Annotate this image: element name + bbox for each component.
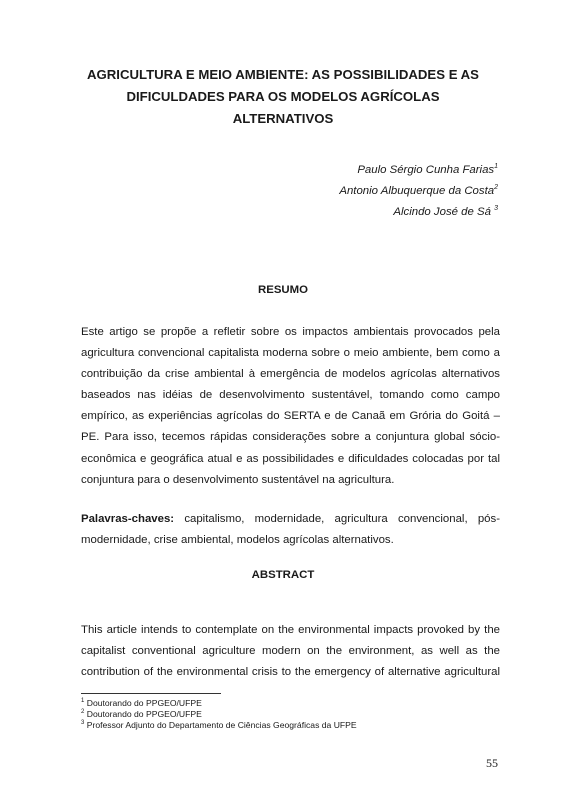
abstract-heading: ABSTRACT	[251, 569, 315, 581]
text-line: contribution of the environmental crisis to the emergency of alternative agricultural	[81, 666, 500, 679]
keywords-label: Palavras-chaves:	[81, 513, 175, 525]
footnote-mark: 2	[494, 184, 498, 192]
title-line: DIFICULDADES PARA OS MODELOS AGRÍCOLAS	[126, 89, 440, 104]
title-line: AGRICULTURA E MEIO AMBIENTE: AS POSSIBILIDADES E AS	[87, 67, 479, 82]
text-line: baseados nas idéias de desenvolvimento sustentável, tomando como campo	[81, 389, 500, 402]
text-line: agricultura convencional capitalista moderna sobre o meio ambiente, bem como a	[81, 347, 500, 360]
footnote-mark: 1	[494, 163, 498, 171]
text-line: This article intends to contemplate on the environmental impacts provoked by the	[81, 624, 500, 636]
text-line: capitalist conventional agriculture modern on the environment, as well as the	[81, 645, 500, 658]
page-number: 55	[486, 756, 498, 770]
resumo-heading: RESUMO	[258, 284, 308, 296]
text-line: contribuição da crise ambiental à emergência de modelos agrícolas alternativos	[81, 368, 500, 381]
text-line: conjuntura para o desenvolvimento sustentável na agricultura.	[81, 473, 395, 486]
footnotes	[81, 698, 357, 731]
keywords-line: modernidade, crise ambiental, modelos agrícolas alternativos.	[81, 534, 394, 547]
abstract-paragraph	[81, 620, 500, 683]
keywords-line: Palavras-chaves: capitalismo, modernidade, agricultura convencional, pós-	[81, 513, 500, 525]
author-3: Alcindo José de Sá $^3$	[393, 205, 498, 218]
resumo-paragraph	[81, 322, 500, 491]
keywords-paragraph	[81, 509, 500, 551]
article-title	[60, 64, 506, 130]
text-line: empírico, as experiências agrícolas do SERTA e de Canaã em Grória do Goitá –	[81, 410, 500, 423]
author-list	[339, 160, 498, 223]
title-line: ALTERNATIVOS	[232, 111, 334, 126]
footnote-mark: 3	[494, 205, 498, 213]
footnote-2: $^2$ Doutorando do PPGEO/UFPE	[81, 709, 202, 719]
footnote-divider	[81, 693, 221, 694]
author-2: Antonio Albuquerque da Costa$^2$	[339, 184, 498, 197]
footnote-1: $^1$ Doutorando do PPGEO/UFPE	[81, 698, 202, 708]
footnote-3: $^3$ Professor Adjunto do Departamento de Ciências Geográficas da UFPE	[81, 720, 357, 730]
text-line: econômica e geográfica atual e as possibilidades e dificuldades colocadas por tal	[81, 452, 500, 465]
author-1: Paulo Sérgio Cunha Farias$^1$	[357, 163, 498, 176]
text-line: PE. Para isso, tecemos rápidas considerações sobre a conjuntura global sócio-	[81, 431, 500, 444]
text-line: Este artigo se propõe a refletir sobre os impactos ambientais provocados pela	[81, 326, 500, 338]
